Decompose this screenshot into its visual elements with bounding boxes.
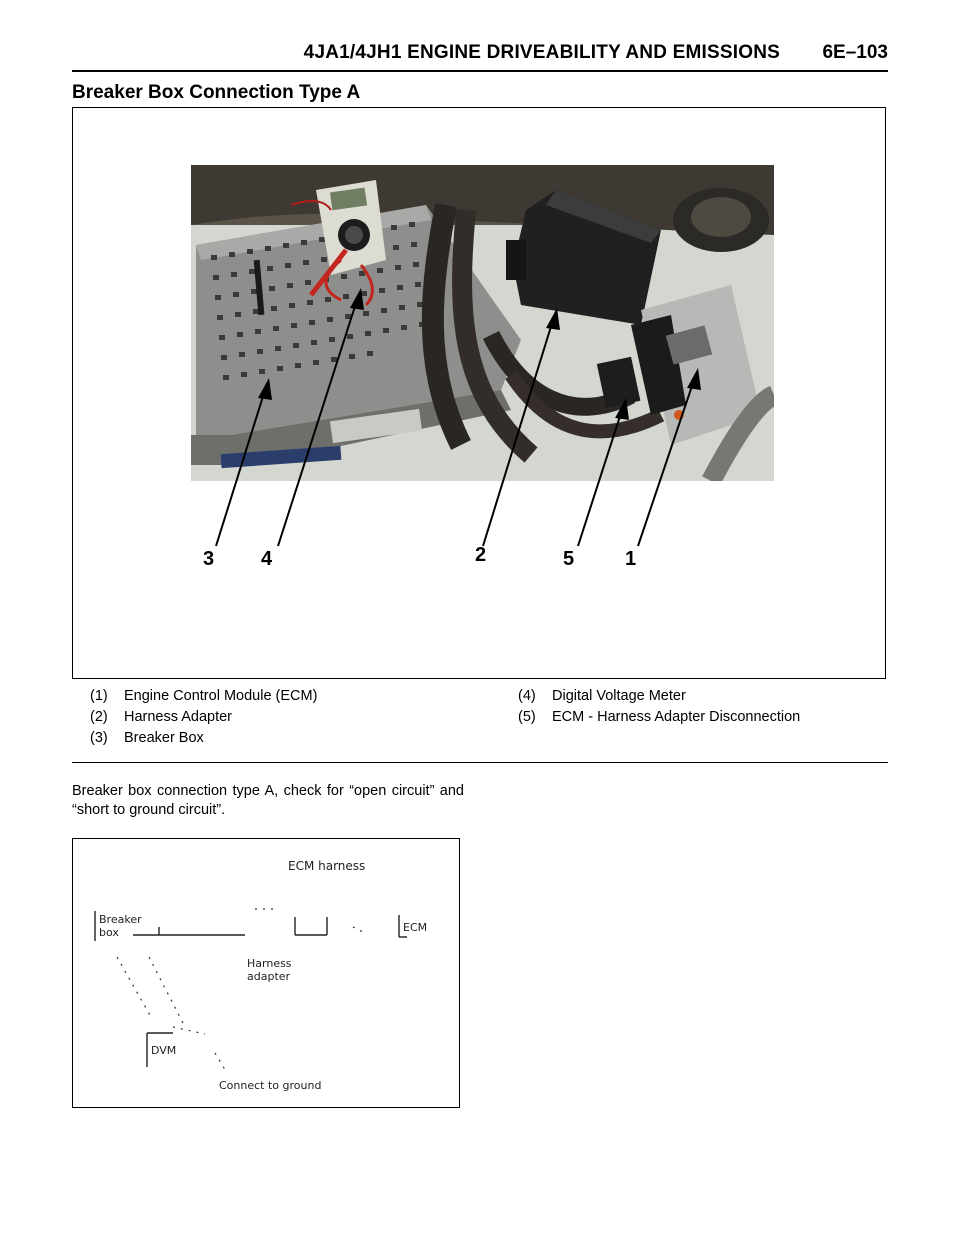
legend-item-2 (90, 709, 232, 725)
diagram-label-title: ECM harness (288, 859, 366, 873)
diagram-label-dvm: DVM (151, 1044, 177, 1057)
legend-number: (4) (518, 688, 536, 704)
diagram-label-connect-to-ground: Connect to ground (219, 1079, 322, 1092)
callout-label-4: 4 (261, 548, 273, 570)
header-rule (72, 70, 888, 72)
callout-arrowhead-4 (350, 288, 364, 310)
section-divider (72, 762, 888, 763)
legend-text: ECM - Harness Adapter Disconnection (552, 709, 801, 725)
callout-label-3: 3 (203, 548, 215, 570)
callout-arrowhead-5 (615, 398, 629, 420)
callout-leader-5 (578, 410, 622, 546)
callout-arrowhead-2 (546, 308, 560, 330)
legend-number: (5) (518, 709, 536, 725)
header-title: 4JA1/4JH1 ENGINE DRIVEABILITY AND EMISSIONS (303, 42, 780, 63)
photo-figure (72, 107, 886, 679)
callout-leader-1 (638, 380, 694, 546)
legend-item-3 (90, 730, 204, 746)
callout-overlay (73, 108, 887, 680)
callout-leader-4 (278, 300, 357, 546)
body-paragraph: Breaker box connection type A, check for “open circuit” and “short to ground circuit”. (72, 783, 464, 818)
callout-leader-3 (216, 390, 265, 546)
callout-label-5: 5 (563, 548, 575, 570)
section-title: Breaker Box Connection Type A (72, 82, 361, 103)
header-page-number: 6E–103 (822, 42, 888, 63)
callout-label-2: 2 (475, 544, 487, 566)
legend-text: Digital Voltage Meter (552, 688, 686, 704)
connection-diagram (72, 838, 460, 1108)
legend-text: Harness Adapter (124, 709, 233, 725)
callout-leader-2 (483, 320, 553, 546)
legend-item-5 (518, 709, 800, 725)
legend-item-1 (90, 688, 317, 704)
legend-item-4 (518, 688, 686, 704)
diagram-label-breaker-box: Breaker box (99, 913, 142, 939)
legend-number: (1) (90, 688, 108, 704)
legend-number: (3) (90, 730, 108, 746)
page-header (72, 42, 888, 72)
legend-text: Breaker Box (124, 730, 204, 746)
legend-text: Engine Control Module (ECM) (124, 688, 318, 704)
diagram-label-harness-adapter: Harness adapter (247, 957, 292, 983)
callout-arrowhead-3 (258, 378, 272, 400)
legend-number: (2) (90, 709, 108, 725)
callout-label-1: 1 (625, 548, 637, 570)
callout-arrowhead-1 (687, 368, 701, 390)
diagram-label-ecm: ECM (403, 921, 428, 934)
